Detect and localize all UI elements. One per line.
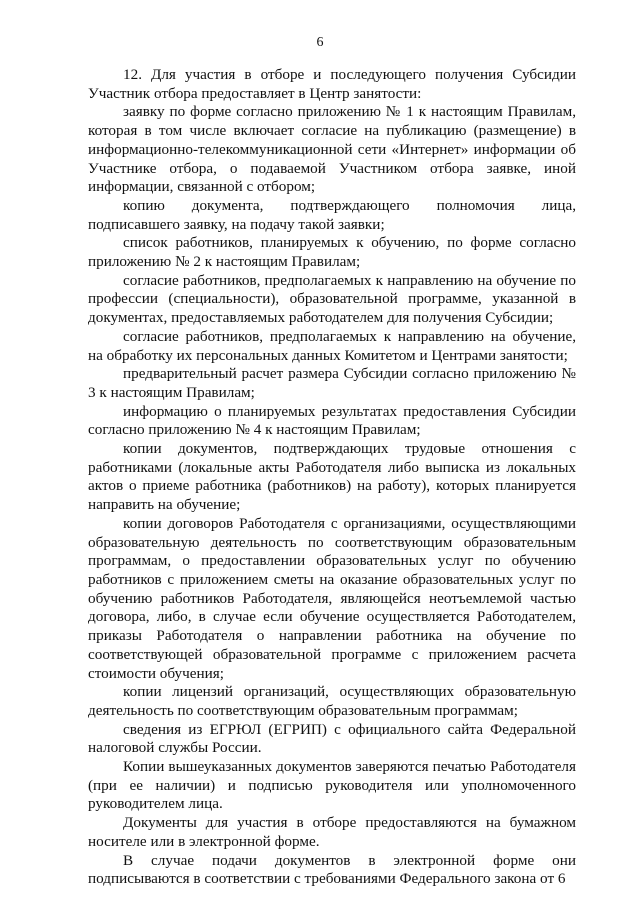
paragraph-submission-format: Документы для участия в отборе предоставляются на бумажном носителе или в электронной форме. — [88, 814, 576, 850]
document-body — [88, 66, 576, 889]
paragraph-training-consent: согласие работников, предполагаемых к направлению на обучение по профессии (специальности), образовательной программе, указанной в документах, предоставляемых работодателем для получения Субсидии; — [88, 271, 576, 327]
paragraph-registry-info: сведения из ЕГРЮЛ (ЕГРИП) с официального сайта Федеральной налоговой службы России. — [88, 720, 576, 757]
paragraph-authority-copy: копию документа, подтверждающего полномочия лица, подписавшего заявку, на подачу такой заявки; — [88, 196, 576, 233]
paragraph-data-consent: согласие работников, предполагаемых к направлению на обучение, на обработку их персональных данных Комитетом и Центрами занятости; — [88, 327, 576, 364]
paragraph-employment-docs: копии документов, подтверждающих трудовые отношения с работниками (локальные акты Работодателя либо выписка из локальных актов о приеме работника (работников) на работу), которых планируется направить на обучение; — [88, 440, 576, 514]
paragraph-application: заявку по форме согласно приложению № 1 к настоящим Правилам, которая в том числе включает согласие на публикацию (размещение) в информационно-телекоммуникационной сети «Интернет» информации об Участнике отбора, о подаваемой Участником отбора заявке, иной информации, связанной с отбором; — [88, 103, 576, 196]
page-number: 6 — [316, 35, 324, 50]
paragraph-licenses: копии лицензий организаций, осуществляющих образовательную деятельность по соответствующим образовательным программам; — [88, 683, 576, 719]
paragraph-employee-list: список работников, планируемых к обучению, по форме согласно приложению № 2 к настоящим Правилам; — [88, 234, 576, 271]
paragraph-electronic-signature: В случае подачи документов в электронной форме они подписываются в соответствии с требованиями Федерального закона от 6 — [88, 851, 576, 888]
paragraph-subsidy-estimate: предварительный расчет размера Субсидии согласно приложению № 3 к настоящим Правилам; — [88, 365, 576, 401]
paragraph-intro: 12. Для участия в отборе и последующего получения Субсидии Участник отбора предоставляет в Центр занятости: — [88, 66, 576, 102]
paragraph-planned-results: информацию о планируемых результатах предоставления Субсидии согласно приложению № 4 к настоящим Правилам; — [88, 402, 576, 439]
paragraph-contracts: копии договоров Работодателя с организациями, осуществляющими образовательную деятельность по соответствующим образовательным программам, о предоставлении образовательных услуг по обучению работников с приложением сметы на оказание образовательных услуг по обучению работников Работодателя, являющейся неотъемлемой частью договора, либо, в случае если обучение осуществляется Работодателем, приказы Работодателя о направлении работника на обучение по соответствующей образовательной программе с приложением расчета стоимости обучения; — [88, 514, 576, 682]
paragraph-certification: Копии вышеуказанных документов заверяются печатью Работодателя (при ее наличии) и подписью руководителя или уполномоченного руководителем лица. — [88, 758, 576, 813]
